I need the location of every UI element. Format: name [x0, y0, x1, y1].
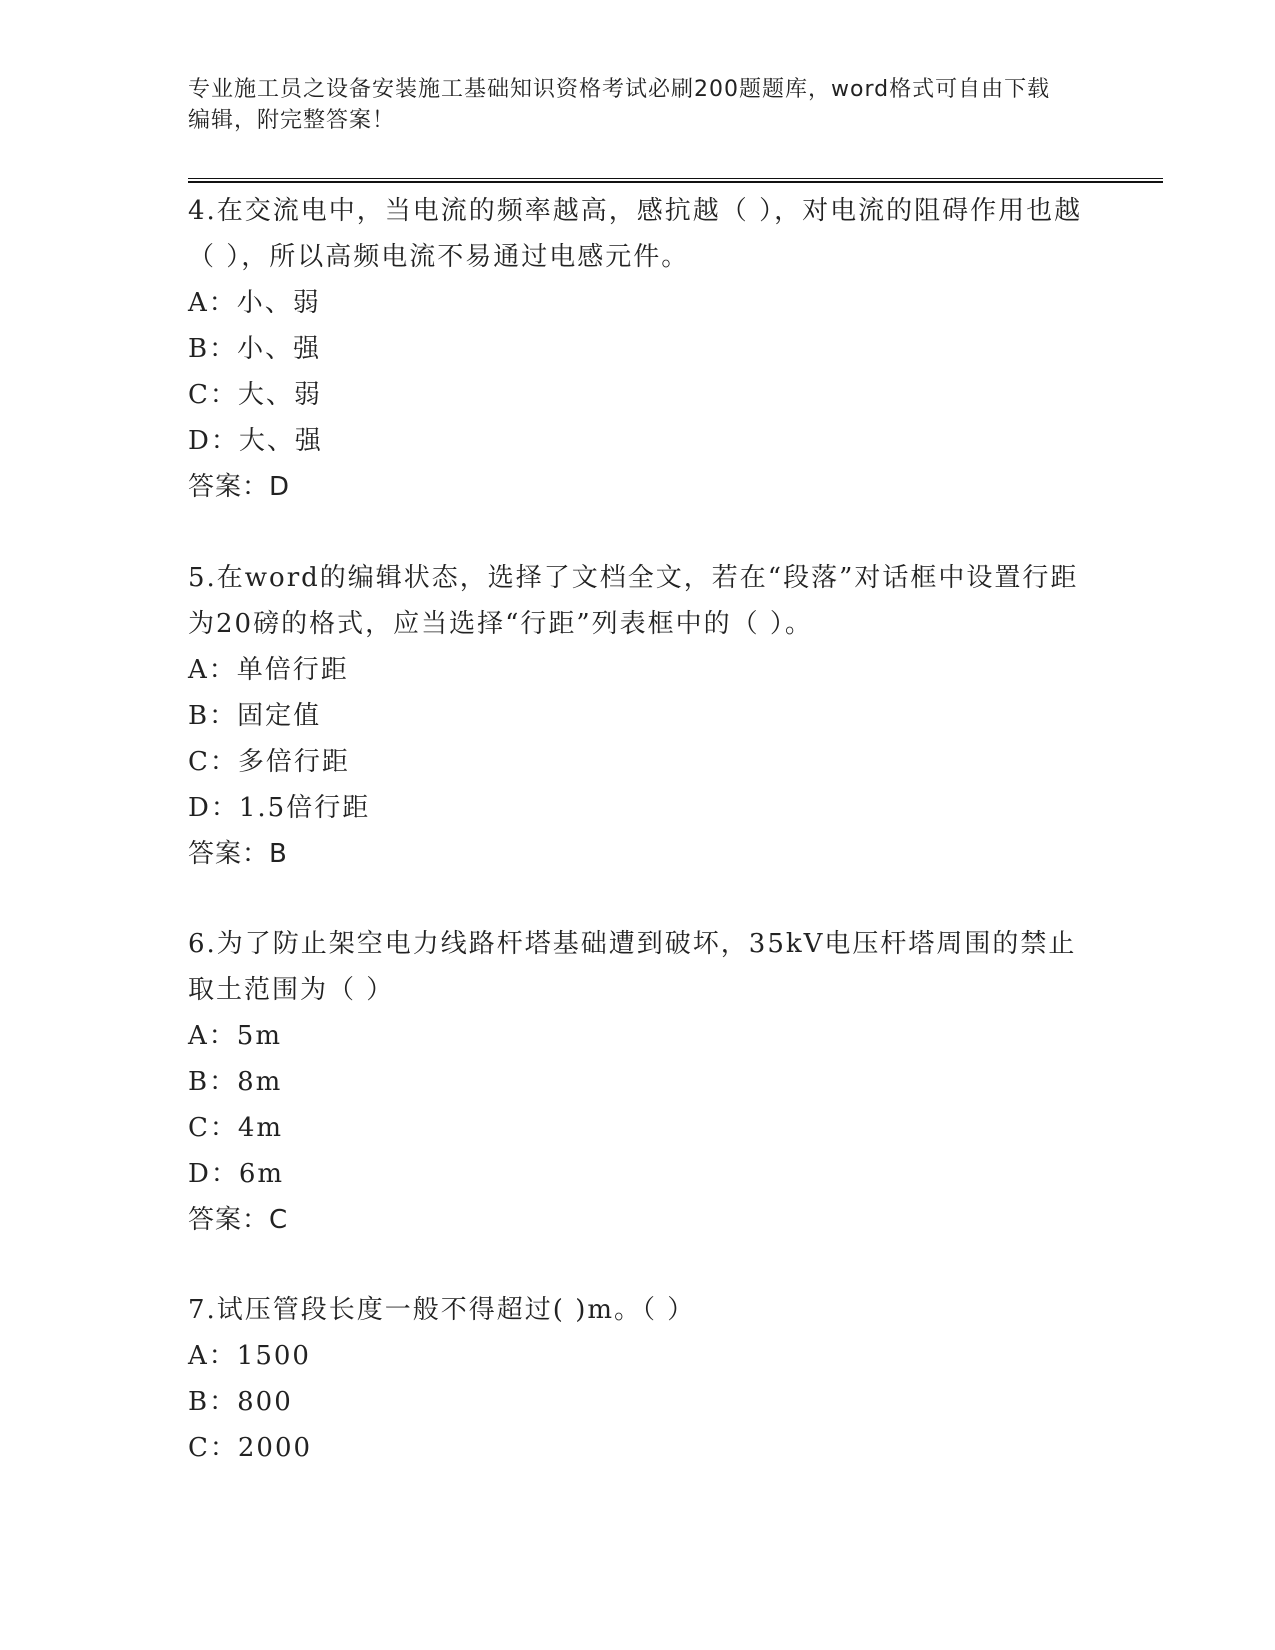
option-a: A：5m [188, 1021, 282, 1051]
option-d: D：6m [188, 1159, 285, 1189]
question-item [188, 555, 1088, 877]
document-title: 专业施工员之设备安装施工基础知识资格考试必刷200题题库，word格式可自由下载编辑，附完整答案！ [188, 77, 1051, 133]
question-item [188, 188, 1088, 510]
answer-text: 答案：D [188, 472, 291, 502]
option-b: B：800 [188, 1387, 293, 1417]
option-d: D：大、强 [188, 426, 323, 456]
option-b: B：小、强 [188, 334, 322, 364]
option-c: C：4m [188, 1113, 284, 1143]
option-c: C：多倍行距 [188, 747, 350, 777]
question-text: 5.在word的编辑状态，选择了文档全文，若在“段落”对话框中设置行距为20磅的格式，应当选择“行距”列表框中的（ ）。 [188, 563, 1079, 639]
option-c: C：2000 [188, 1433, 313, 1463]
option-a: A：单倍行距 [188, 655, 349, 685]
option-a: A：1500 [188, 1341, 311, 1371]
option-b: B：固定值 [188, 701, 322, 731]
header-divider [188, 178, 1163, 183]
answer-text: 答案：C [188, 1205, 289, 1235]
option-d: D：1.5倍行距 [188, 793, 371, 823]
question-text: 4.在交流电中，当电流的频率越高，感抗越（ ），对电流的阻碍作用也越（ ），所以高频电流不易通过电感元件。 [188, 196, 1083, 272]
option-b: B：8m [188, 1067, 283, 1097]
question-item [188, 921, 1088, 1243]
question-text: 7.试压管段长度一般不得超过( )m。（ ） [188, 1295, 696, 1325]
answer-text: 答案：B [188, 839, 288, 869]
option-c: C：大、弱 [188, 380, 322, 410]
option-a: A：小、弱 [188, 288, 321, 318]
question-text: 6.为了防止架空电力线路杆塔基础遭到破坏，35kV电压杆塔周围的禁止取土范围为（ ） [188, 929, 1077, 1005]
question-item [188, 1287, 1088, 1471]
